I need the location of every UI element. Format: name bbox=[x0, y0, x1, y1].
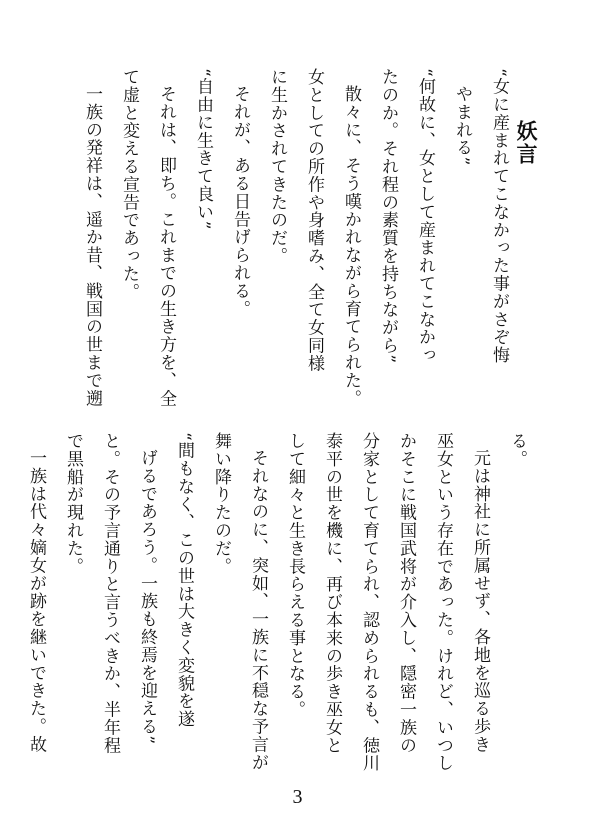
text-line: る。 bbox=[507, 432, 527, 468]
text-line: 分家として育てられ、認められるも、徳川 bbox=[359, 432, 379, 773]
text-line: “女に産まれてこなかった事がさぞ悔 bbox=[489, 68, 509, 364]
chapter-title: 妖言 bbox=[514, 120, 539, 166]
text-line: 一族の発祥は、遥か昔、戦国の世まで遡 bbox=[82, 85, 102, 408]
text-line: 女としての所作や身嗜み、全て女同様 bbox=[304, 68, 324, 373]
text-line: 元は神社に所属せず、各地を巡る歩き bbox=[470, 449, 490, 754]
text-block-bottom bbox=[17, 432, 535, 774]
text-line: 巫女という存在であった。けれど、いつし bbox=[433, 432, 453, 773]
text-line: “自由に生きて良い” bbox=[193, 68, 213, 231]
text-line: かそこに戦国武将が介入し、隠密一族の bbox=[396, 432, 416, 755]
text-line: それが、ある日告げられる。 bbox=[230, 85, 250, 318]
text-line: それは、即ち。これまでの生き方を、全 bbox=[156, 85, 176, 408]
text-line: に生かされてきたのだ。 bbox=[267, 68, 287, 265]
text-line: それなのに、突如、一族に不穏な予言が bbox=[248, 449, 268, 772]
text-line: “間もなく、この世は大きく変貌を遂 bbox=[174, 432, 194, 728]
text-line: 泰平の世を機に、再び本来の歩き巫女と bbox=[322, 432, 342, 755]
text-line: げるであろう。一族も終焉を迎える” bbox=[137, 449, 157, 745]
page-number: 3 bbox=[292, 786, 303, 808]
text-line: て虚と変える宣告であった。 bbox=[119, 68, 139, 301]
text-line: 一族は代々嫡女が跡を継いできた。故 bbox=[26, 449, 46, 754]
text-line: して細々と生き長らえる事となる。 bbox=[285, 432, 305, 719]
text-line: と。その予言通りと言うべきか、半年程 bbox=[100, 432, 120, 755]
text-line: 散々に、そう嘆かれながら育てられた。 bbox=[341, 85, 361, 408]
text-line: で黒船が現れた。 bbox=[63, 432, 83, 576]
text-line: “何故に、女として産まれてこなかっ bbox=[415, 68, 435, 364]
text-block-top bbox=[73, 68, 517, 408]
text-line: たのか。それ程の素質を持ちながら” bbox=[378, 68, 398, 364]
text-line: 舞い降りたのだ。 bbox=[211, 432, 231, 576]
text-line: やまれる” bbox=[452, 85, 472, 167]
